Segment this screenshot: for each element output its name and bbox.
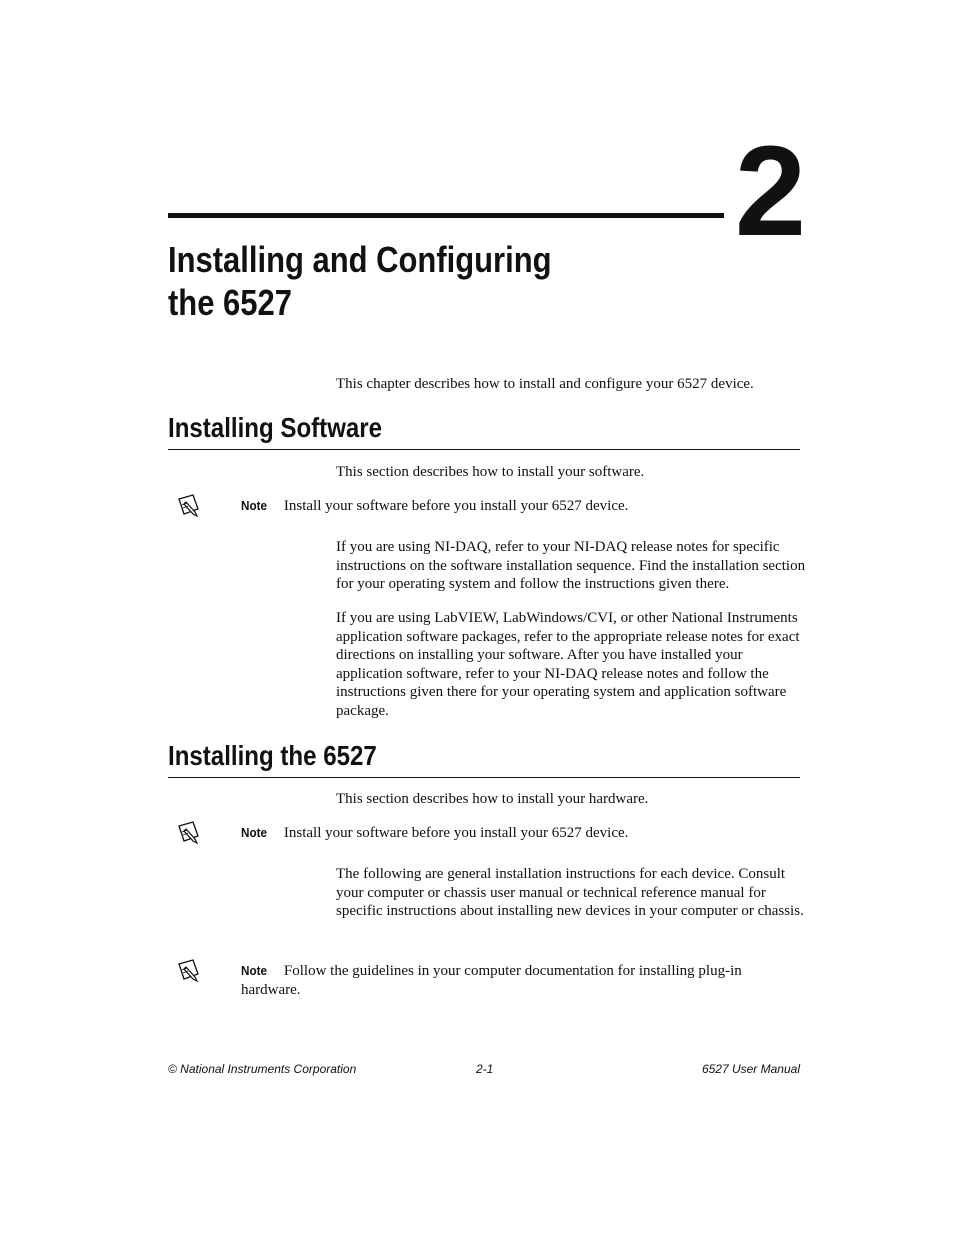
note	[241, 497, 801, 516]
footer-manual-title: 6527 User Manual	[701, 1062, 800, 1076]
chapter-rule	[168, 213, 724, 218]
section-intro: This section describes how to install your hardware.	[336, 791, 649, 807]
note	[241, 962, 771, 999]
note-text: Follow the guidelines in your computer documentation for installing plug-in hardware.	[241, 963, 742, 998]
section-heading-text: Installing Software	[168, 412, 383, 443]
chapter-title-line1: Installing and Configuring	[168, 239, 552, 280]
footer-copyright: © National Instruments Corporation	[168, 1062, 357, 1076]
section-heading-software	[168, 411, 800, 450]
note-pencil-icon	[176, 958, 204, 982]
note-pencil-icon	[176, 820, 204, 844]
footer-page-number: 2-1	[476, 1062, 494, 1076]
note-label: Note	[241, 963, 268, 978]
paragraph: The following are general installation instructions for each device. Consult your computer or chassis user manual or technical reference manual for specific instructions about installing new devices in your computer or chassis.	[336, 866, 804, 920]
paragraph: If you are using LabVIEW, LabWindows/CVI, or other National Instruments application software packages, refer to the appropriate release notes for exact directions on installing your software. After you have installed your application software, refer to your NI-DAQ release notes and follow the instructions given there for your operating system and application software package.	[336, 610, 800, 719]
paragraph: If you are using NI-DAQ, refer to your NI-DAQ release notes for specific instructions on the software installation sequence. Find the installation section for your operating system and follow the instructions given there.	[336, 539, 806, 593]
note-label: Note	[241, 825, 268, 840]
note-label: Note	[241, 498, 268, 513]
section-heading-text: Installing the 6527	[168, 740, 377, 771]
note-text: Install your software before you install your 6527 device.	[283, 498, 629, 514]
chapter-intro: This chapter describes how to install and configure your 6527 device.	[336, 376, 754, 392]
chapter-title	[168, 238, 650, 324]
chapter-number: 2	[734, 120, 802, 263]
note-text: Install your software before you install your 6527 device.	[283, 825, 629, 841]
note-pencil-icon	[176, 493, 204, 517]
chapter-title-line2: the 6527	[168, 282, 292, 323]
note	[241, 824, 801, 843]
section-intro: This section describes how to install your software.	[336, 464, 645, 480]
section-heading-hardware	[168, 739, 800, 778]
